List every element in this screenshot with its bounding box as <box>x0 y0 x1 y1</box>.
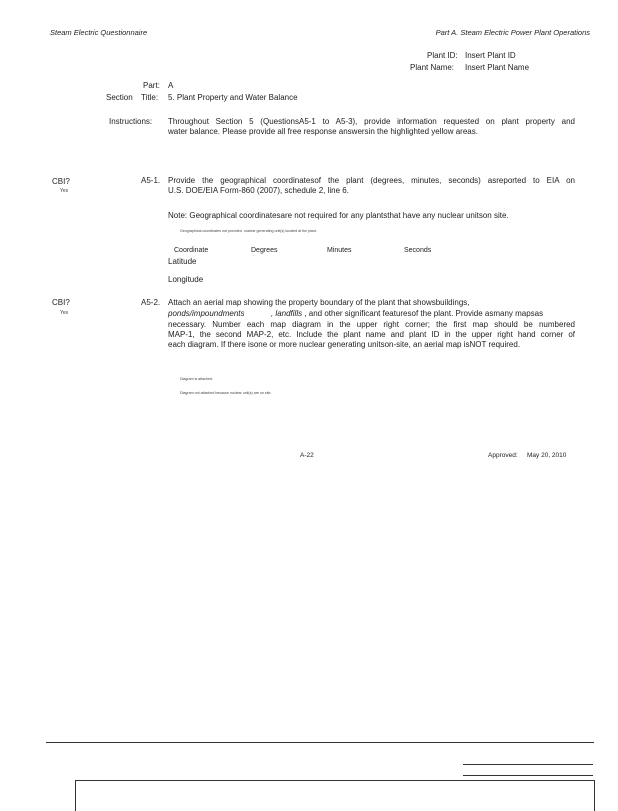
instructions-text <box>168 117 575 137</box>
title-label: Title: <box>141 93 159 102</box>
plant-name-label: Plant Name: <box>410 63 455 72</box>
col-header-coordinate: Coordinate <box>174 247 209 254</box>
cbi-label: CBI? <box>52 177 70 186</box>
plant-name-value[interactable]: Insert Plant Name <box>465 63 530 72</box>
question-line: each diagram. If there isone or more nuclear generating unitson-site, an aerial map isNOT required. <box>168 340 521 349</box>
question-text <box>168 176 575 196</box>
nuclear-checkbox-label[interactable]: Geographical coordinates not provided, nuclear generating unit(s) located at the plant. <box>180 229 317 233</box>
question-text <box>168 320 575 350</box>
col-header-degrees: Degrees <box>251 247 278 254</box>
question-line <box>168 309 543 318</box>
col-header-seconds: Seconds <box>404 247 432 254</box>
page-number: A-22 <box>300 452 314 459</box>
section-label: Section <box>106 93 133 102</box>
instructions-line: Throughout Section 5 (QuestionsA5-1 to A5-3), provide information requested on plant property and <box>168 117 575 126</box>
part-value: A <box>168 81 174 90</box>
ponds-term: ponds/impoundments <box>168 309 245 318</box>
diagram-not-attached-option[interactable]: Diagram not attached because nuclear unit(s) are on site. <box>180 391 272 395</box>
col-header-minutes: Minutes <box>327 247 352 254</box>
row-latitude: Latitude <box>168 257 197 266</box>
question-line: Provide the geographical coordinatesof the plant (degrees, minutes, seconds) asreported to EIA on <box>168 176 575 185</box>
question-line: U.S. DOE/EIA Form-860 (2007), schedule 2, line 6. <box>168 186 349 195</box>
question-line <box>168 298 508 307</box>
plant-id-label: Plant ID: <box>427 51 458 60</box>
landfills-term: , landfills <box>270 309 303 318</box>
question-line: MAP-1, the second MAP-2, etc. Include the plant name and plant ID in the upper right hand corner of <box>168 330 575 339</box>
question-number: A5-2. <box>141 298 161 307</box>
approved-label: Approved: <box>488 452 518 459</box>
instructions-line: water balance. Please provide all free response answersin the highlighted yellow areas. <box>168 127 478 136</box>
divider <box>463 775 593 776</box>
plant-id-value[interactable]: Insert Plant ID <box>465 51 516 60</box>
part-label: Part: <box>143 81 160 90</box>
question-line: necessary. Number each map diagram in the upper right corner; the first map should be numbered <box>168 320 575 329</box>
questionnaire-title: Steam Electric Questionnaire <box>50 28 148 37</box>
diagram-attached-option[interactable]: Diagram is attached. <box>180 377 213 381</box>
bottom-frame <box>75 780 595 811</box>
section-title: 5. Plant Property and Water Balance <box>168 93 298 102</box>
question-line-text: , and other significant featuresof the plant. Provide asmany mapsas <box>304 309 544 318</box>
note-text: Note: Geographical coordinatesare not required for any plantsthat have any nuclear unitson site. <box>168 211 509 220</box>
row-longitude: Longitude <box>168 275 204 284</box>
cbi-answer[interactable]: Yes <box>60 188 69 194</box>
question-line-text: Attach an aerial map showing the property boundary of the plant that showsbuildings, <box>168 298 470 307</box>
instructions-label: Instructions: <box>109 117 153 126</box>
question-number: A5-1. <box>141 176 161 185</box>
part-title: Part A. Steam Electric Power Plant Operations <box>435 28 590 37</box>
divider <box>463 764 593 765</box>
cbi-answer[interactable]: Yes <box>60 310 69 316</box>
approved-date: May 20, 2010 <box>527 452 567 459</box>
cbi-label: CBI? <box>52 298 70 307</box>
divider <box>46 742 594 743</box>
